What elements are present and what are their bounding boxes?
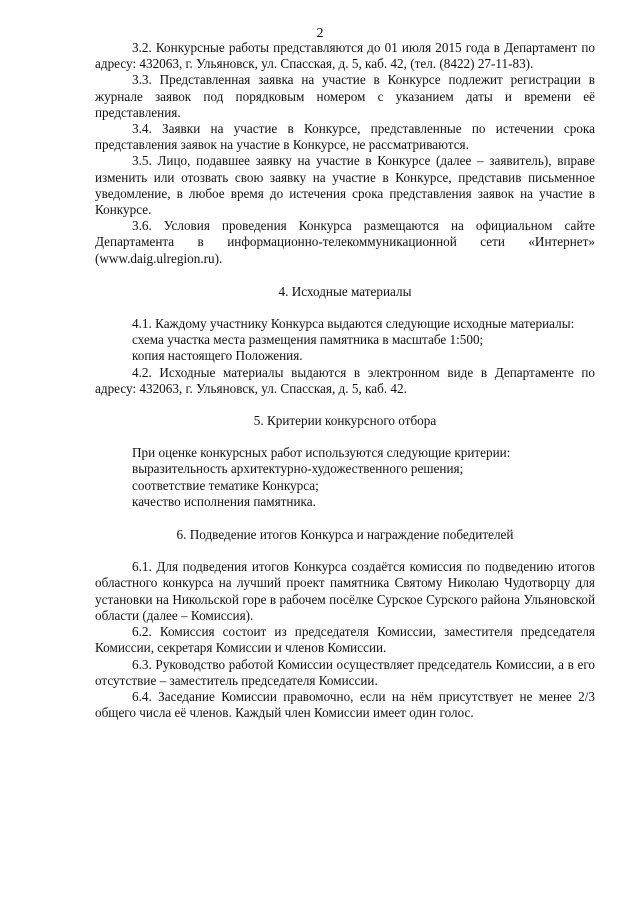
section-6 — [95, 527, 595, 721]
paragraph-3-5: 3.5. Лицо, подавшее заявку на участие в Конкурсе (далее – заявитель), вправе изменить или отозвать свою заявку на участие в Конкурсе, представив письменное уведомление, в любое время до истечения срока представления заявок на участие в Конкурсе. — [95, 153, 595, 218]
paragraph-6-3: 6.3. Руководство работой Комиссии осуществляет председатель Комиссии, а в его отсутствие – заместитель председателя Комиссии. — [95, 656, 595, 688]
paragraph-6-2: 6.2. Комиссия состоит из председателя Комиссии, заместителя председателя Комиссии, секретаря Комиссии и членов Комиссии. — [95, 624, 595, 656]
section-5 — [95, 413, 595, 510]
list-item: схема участка места размещения памятника в масштабе 1:500; — [132, 332, 484, 348]
paragraph-3-4: 3.4. Заявки на участие в Конкурсе, представленные по истечении срока представления заявок на участие в Конкурсе, не рассматриваются. — [95, 121, 595, 153]
section-4-heading: 4. Исходные материалы — [278, 283, 412, 299]
page-number: 2 — [316, 26, 324, 41]
section-6-heading: 6. Подведение итогов Конкурса и награждение победителей — [176, 527, 514, 543]
paragraph-6-4: 6.4. Заседание Комиссии правомочно, если на нём присутствует не менее 2/3 общего числа её членов. Каждый член Комиссии имеет один голос. — [95, 688, 595, 721]
list-item: качество исполнения памятника. — [132, 493, 316, 509]
paragraph-4-1: 4.1. Каждому участнику Конкурса выдаются следующие исходные материалы: — [132, 316, 575, 332]
paragraph-4-2: 4.2. Исходные материалы выдаются в электронном виде в Департаменте по адресу: 432063, г. Ульяновск, ул. Спасская, д. 5, каб. 42. — [95, 364, 595, 396]
section-3-continued — [95, 40, 595, 267]
list-item: выразительность архитектурно-художественного решения; — [132, 461, 464, 477]
paragraph-3-2: 3.2. Конкурсные работы представляются до 01 июля 2015 года в Департамент по адресу: 432063, г. Ульяновск, ул. Спасская, д. 5, каб. 42, (тел. (8422) 27-11-83). — [95, 40, 595, 72]
section-5-heading: 5. Критерии конкурсного отбора — [253, 413, 437, 429]
paragraph-6-1: 6.1. Для подведения итогов Конкурса создаётся комиссия по подведению итогов областного конкурса на лучший проект памятника Святому Николаю Чудотворцу для установки на Никольской горе в рабочем посёлке Сурское Сурского района Ульяновской области (далее – Комиссия). — [95, 559, 595, 623]
list-item: соответствие тематике Конкурса; — [132, 477, 319, 493]
criteria-intro: При оценке конкурсных работ используются следующие критерии: — [132, 445, 511, 461]
paragraph-3-6: 3.6. Условия проведения Конкурса размещаются на официальном сайте Департамента в информационно-телекоммуникационной сети «Интернет» (www.daig.ulregion.ru). — [95, 218, 595, 266]
paragraph-3-3: 3.3. Представленная заявка на участие в Конкурсе подлежит регистрации в журнале заявок под порядковым номером с указанием даты и времени её представления. — [95, 72, 595, 120]
section-4 — [95, 284, 595, 397]
document-body — [95, 40, 595, 721]
list-item: копия настоящего Положения. — [132, 348, 303, 364]
